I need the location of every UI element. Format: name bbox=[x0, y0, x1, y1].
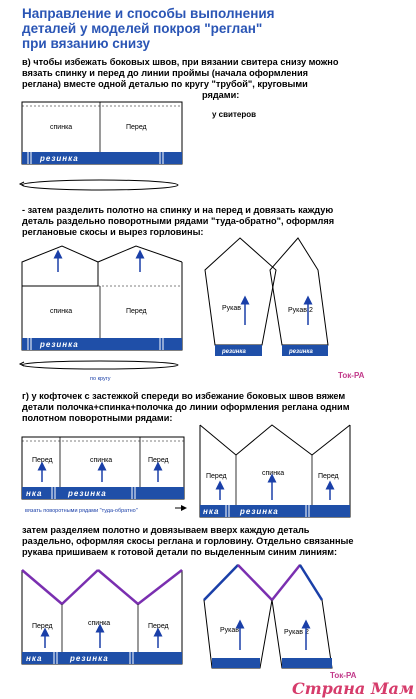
final-sleeve-1-label: Рукав bbox=[220, 627, 239, 634]
final-sleeve-1-outline bbox=[204, 565, 272, 668]
section-g2-line-1: затем разделяем полотно и довязываем вверх каждую деталь bbox=[22, 525, 310, 535]
cardigan-rib-label: резинка bbox=[68, 489, 107, 498]
section-b2-line-2: деталь раздельно поворотными рядами "туда-обратно", оформляя bbox=[22, 216, 335, 226]
sleeve-1-label: Рукав bbox=[222, 305, 241, 312]
section-b2-line-3: реглановые скосы и вырез горловины: bbox=[22, 227, 204, 237]
round-label: по кругу bbox=[90, 376, 111, 382]
final-back: спинка bbox=[88, 620, 111, 627]
cardigan-split-back: спинка bbox=[262, 470, 285, 477]
cardigan-label-back: спинка bbox=[90, 457, 113, 464]
split-body-outline bbox=[22, 262, 182, 350]
title-line-3: при вязанию снизу bbox=[22, 36, 151, 51]
section-b-line-2: вязать спинку и перед до линии проймы (начала оформления bbox=[22, 68, 308, 78]
raglan-line-1 bbox=[22, 570, 62, 604]
split-round-arrow bbox=[22, 361, 178, 369]
section-g2-line-2: раздельно, оформляя скосы реглана и горловину. Отдельно связанные bbox=[22, 536, 354, 546]
final-body-diagram bbox=[22, 570, 182, 664]
signature-2: Ток-РА bbox=[330, 671, 357, 680]
final-front-right: Перед bbox=[148, 623, 169, 630]
tube-rib-label: резинка bbox=[40, 154, 79, 163]
section-g-line-1: г) у кофточек с застежкой спереди во избежание боковых швов вяжем bbox=[22, 391, 346, 401]
back-raglan-outline bbox=[22, 246, 98, 286]
sleeve-1-outline bbox=[205, 238, 276, 345]
section-b2-line-1: - затем разделить полотно на спинку и на перед и довязать каждую bbox=[22, 205, 334, 215]
sweater-note: у свитеров bbox=[212, 110, 257, 119]
cardigan-split-front-right: Перед bbox=[318, 473, 339, 480]
tube-label-front: Перед bbox=[126, 124, 147, 131]
section-b-line-1: в) чтобы избежать боковых швов, при вязании свитера снизу можно bbox=[22, 57, 339, 67]
title-line-1: Направление и способы выполнения bbox=[22, 6, 275, 21]
split-label-front: Перед bbox=[126, 308, 147, 315]
split-rib-label: резинка bbox=[40, 340, 79, 349]
cardigan-label-front-right: Перед bbox=[148, 457, 169, 464]
sleeve-2-rib-label: резинка bbox=[289, 349, 313, 355]
raglan-line-3 bbox=[98, 570, 138, 604]
title-line-2: деталей у моделей покроя "реглан" bbox=[22, 21, 263, 36]
cardigan-body-diagram bbox=[22, 437, 184, 514]
cardigan-split-front-left: Перед bbox=[206, 473, 227, 480]
cardigan-label-front-left: Перед bbox=[32, 457, 53, 464]
sleeves-b2 bbox=[205, 238, 365, 380]
signature-1: Ток-РА bbox=[338, 371, 365, 380]
sleeves-g2 bbox=[204, 565, 357, 680]
cardigan-raglan-top bbox=[200, 425, 350, 455]
section-g-line-3: полотном поворотными рядами: bbox=[22, 413, 173, 423]
split-label-back: спинка bbox=[50, 308, 73, 315]
section-g2-line-3: рукава пришиваем к готовой детали по выделенным синим линиям: bbox=[22, 547, 338, 557]
sleeve-2-label: Рукав 2 bbox=[288, 307, 313, 314]
sleeve-1-rib-label: резинка bbox=[222, 349, 246, 355]
section-b-line-4: рядами: bbox=[202, 90, 240, 100]
raglan-line-2 bbox=[62, 570, 98, 604]
final-rib-label: резинка bbox=[70, 654, 109, 663]
final-nka: нка bbox=[26, 654, 43, 663]
cardigan-nka-label: нка bbox=[26, 489, 43, 498]
section-b-line-3: реглана) вместе одной деталью по кругу "трубой", круговыми bbox=[22, 79, 308, 89]
final-sleeve-2-label: Рукав 2 bbox=[284, 629, 309, 636]
cardigan-split-right bbox=[200, 425, 350, 517]
tube-body-diagram bbox=[20, 102, 256, 190]
final-sleeve-2-outline bbox=[272, 565, 332, 668]
round-knit-arrow bbox=[22, 180, 178, 190]
split-body-diagram bbox=[20, 246, 182, 382]
tube-label-back: спинка bbox=[50, 124, 73, 131]
cardigan-caption: вязать поворотными рядами "туда-обратно" bbox=[25, 508, 138, 514]
final-front-left: Перед bbox=[32, 623, 53, 630]
sleeve-2-outline bbox=[270, 238, 328, 345]
cardigan-split-rib-label: резинка bbox=[240, 507, 279, 516]
cardigan-split-nka: нка bbox=[203, 507, 220, 516]
raglan-line-4 bbox=[138, 570, 182, 604]
section-g-line-2: детали полочка+спинка+полочка до линии оформления реглана одним bbox=[22, 402, 350, 412]
watermark: Страна Мам bbox=[292, 679, 415, 698]
